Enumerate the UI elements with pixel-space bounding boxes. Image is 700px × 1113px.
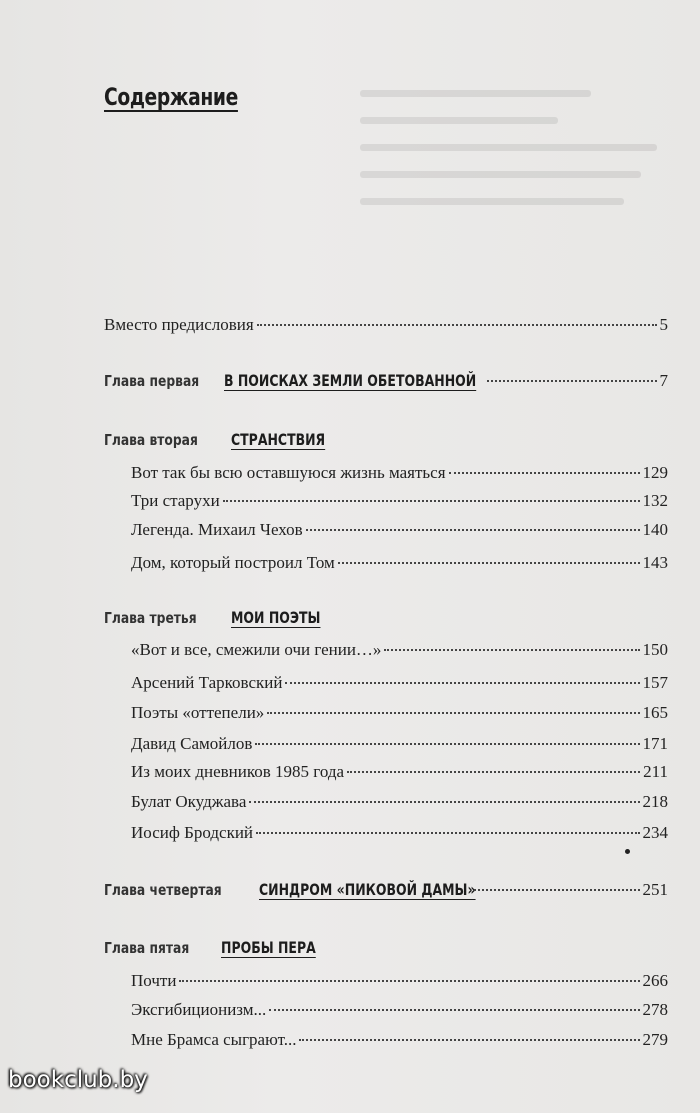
toc-entry-page: 143 bbox=[642, 553, 668, 572]
toc-entry-page: 211 bbox=[643, 762, 668, 781]
toc-entry-preface[interactable] bbox=[104, 314, 668, 336]
toc-entry-page: 157 bbox=[642, 673, 668, 692]
chapter-label: Глава вторая bbox=[104, 431, 198, 449]
toc-entry-title: Почти bbox=[131, 971, 177, 990]
toc-entry-page: 234 bbox=[642, 823, 668, 842]
toc-entry-title: Иосиф Бродский bbox=[131, 823, 254, 842]
site-watermark: bookclub.by bbox=[8, 1067, 148, 1093]
toc-entry[interactable] bbox=[131, 639, 668, 661]
chapter-2-header[interactable] bbox=[104, 429, 668, 451]
toc-entry-title: Эксгибиционизм... bbox=[131, 1000, 267, 1019]
dot-leader bbox=[449, 472, 640, 474]
toc-entry-title: Легенда. Михаил Чехов bbox=[131, 520, 303, 539]
toc-entry[interactable] bbox=[131, 672, 668, 694]
toc-entry[interactable] bbox=[131, 761, 668, 783]
page-title: Содержание bbox=[104, 83, 238, 111]
toc-entry-title: Давид Самойлов bbox=[131, 734, 253, 753]
chapter-title: В ПОИСКАХ ЗЕМЛИ ОБЕТОВАННОЙ bbox=[224, 371, 477, 390]
show-through-text bbox=[360, 70, 690, 320]
toc-entry-page: 140 bbox=[642, 520, 668, 539]
chapter-title: ПРОБЫ ПЕРА bbox=[221, 938, 316, 957]
dot-leader bbox=[257, 324, 657, 326]
dot-leader bbox=[249, 801, 639, 803]
dot-leader bbox=[306, 529, 640, 531]
dot-leader bbox=[256, 832, 639, 834]
dot-leader bbox=[267, 712, 639, 714]
chapter-title: СИНДРОМ «ПИКОВОЙ ДАМЫ» bbox=[259, 880, 476, 899]
chapter-3-header[interactable] bbox=[104, 607, 668, 629]
toc-entry-page: 129 bbox=[642, 463, 668, 482]
toc-entry-title: Мне Брамса сыграют... bbox=[131, 1030, 297, 1049]
toc-entry-title: Арсений Тарковский bbox=[131, 673, 283, 692]
chapter-1-header[interactable] bbox=[104, 370, 668, 392]
dot-leader bbox=[223, 500, 640, 502]
dot-leader bbox=[299, 1039, 639, 1041]
toc-entry-page: 218 bbox=[642, 792, 668, 811]
toc-entry-page: 279 bbox=[642, 1030, 668, 1049]
toc-entry-page: 150 bbox=[642, 640, 668, 659]
toc-entry[interactable] bbox=[131, 999, 668, 1021]
toc-entry-title: Из моих дневников 1985 года bbox=[131, 762, 345, 781]
toc-entry[interactable] bbox=[131, 702, 668, 724]
chapter-title: СТРАНСТВИЯ bbox=[231, 430, 326, 449]
dot-leader bbox=[179, 980, 639, 982]
dot-leader bbox=[347, 771, 640, 773]
toc-entry-page: 165 bbox=[642, 703, 668, 722]
toc-entry-title: «Вот и все, смежили очи гении…» bbox=[131, 640, 382, 659]
toc-entry[interactable] bbox=[131, 552, 668, 574]
toc-entry-page: 278 bbox=[642, 1000, 668, 1019]
toc-entry-page: 5 bbox=[659, 315, 668, 334]
toc-entry[interactable] bbox=[131, 490, 668, 512]
toc-entry[interactable] bbox=[131, 822, 668, 844]
toc-entry-title: Поэты «оттепели» bbox=[131, 703, 265, 722]
toc-entry-page: 171 bbox=[642, 734, 668, 753]
chapter-page: 7 bbox=[659, 371, 668, 390]
toc-entry[interactable] bbox=[131, 1029, 668, 1051]
chapter-5-header[interactable] bbox=[104, 937, 668, 959]
dot-leader bbox=[338, 562, 640, 564]
toc-entry-title: Три старухи bbox=[131, 491, 220, 510]
dot-leader bbox=[474, 889, 640, 891]
dot-leader bbox=[384, 649, 639, 651]
dot-leader bbox=[487, 380, 657, 382]
chapter-page: 251 bbox=[642, 880, 668, 899]
dot-leader bbox=[255, 743, 639, 745]
ink-speck bbox=[625, 849, 630, 854]
chapter-title: МОИ ПОЭТЫ bbox=[231, 608, 321, 627]
toc-entry[interactable] bbox=[131, 791, 668, 813]
toc-entry-page: 132 bbox=[642, 491, 668, 510]
chapter-label: Глава первая bbox=[104, 372, 200, 390]
toc-entry[interactable] bbox=[131, 519, 668, 541]
toc-entry[interactable] bbox=[131, 970, 668, 992]
dot-leader bbox=[269, 1009, 639, 1011]
toc-entry[interactable] bbox=[131, 462, 668, 484]
toc-entry[interactable] bbox=[131, 733, 668, 755]
dot-leader bbox=[285, 682, 639, 684]
chapter-label: Глава четвертая bbox=[104, 881, 222, 899]
toc-entry-title: Булат Окуджава bbox=[131, 792, 247, 811]
chapter-label: Глава пятая bbox=[104, 939, 190, 957]
chapter-4-header[interactable] bbox=[104, 879, 668, 901]
toc-entry-title: Дом, который построил Том bbox=[131, 553, 335, 572]
toc-entry-title: Вот так бы всю оставшуюся жизнь маяться bbox=[131, 463, 446, 482]
toc-entry-title: Вместо предисловия bbox=[104, 315, 254, 334]
toc-entry-page: 266 bbox=[642, 971, 668, 990]
chapter-label: Глава третья bbox=[104, 609, 197, 627]
